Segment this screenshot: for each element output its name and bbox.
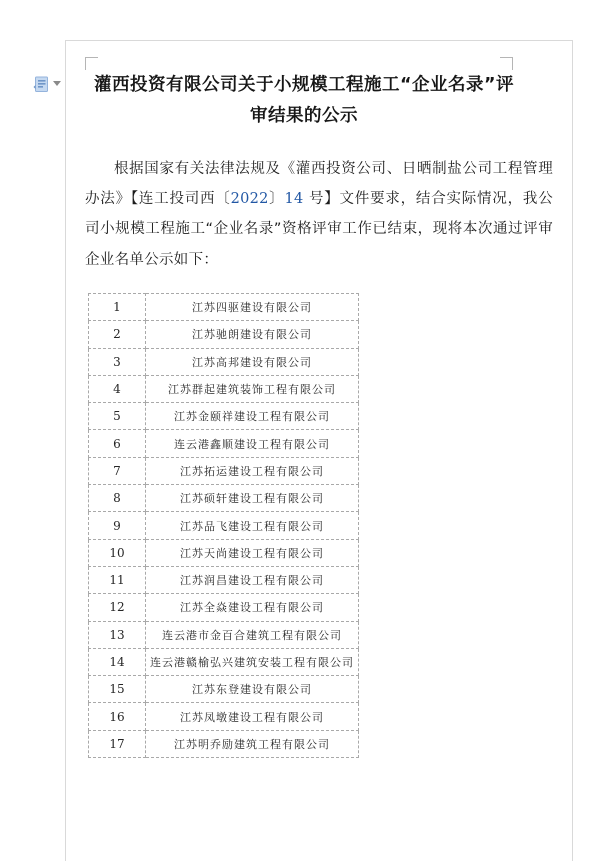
row-number-cell: 5 [89,403,146,430]
table-row [89,485,359,512]
row-number-cell: 14 [89,648,146,675]
row-number-cell: 10 [89,539,146,566]
document-title-line1: 灌西投资有限公司关于小规模工程施工“企业名录”评 [93,75,514,95]
table-row [89,403,359,430]
row-number-cell: 4 [89,375,146,402]
company-name-cell: 江苏四驱建设有限公司 [146,294,359,321]
row-number-cell: 2 [89,321,146,348]
company-name-cell: 江苏硕轩建设工程有限公司 [146,485,359,512]
row-number-cell: 12 [89,594,146,621]
document-title [85,70,523,132]
table-row [89,648,359,675]
table-row [89,730,359,757]
row-number-cell: 3 [89,348,146,375]
company-list-table [88,293,359,758]
chevron-down-icon [53,81,61,86]
table-row [89,294,359,321]
document-icon [33,76,49,93]
company-name-cell: 江苏天尚建设工程有限公司 [146,539,359,566]
company-name-cell: 江苏金颐祥建设工程有限公司 [146,403,359,430]
company-name-cell: 江苏全焱建设工程有限公司 [146,594,359,621]
year-number: 2022 [230,190,269,207]
table-row [89,676,359,703]
row-number-cell: 17 [89,730,146,757]
table-row [89,539,359,566]
row-number-cell: 13 [89,621,146,648]
company-name-cell: 江苏驰朗建设有限公司 [146,321,359,348]
table-row [89,457,359,484]
table-row [89,621,359,648]
paragraph-segment: 根据国家有关法律法规及《灌西投资公司、日晒制盐公司工程管理办法》【连工投司西〔 [85,160,553,207]
row-number-cell: 15 [89,676,146,703]
company-name-cell: 连云港赣榆弘兴建筑安装工程有限公司 [146,648,359,675]
company-name-cell: 连云港市金百合建筑工程有限公司 [146,621,359,648]
body-paragraph [85,154,553,276]
row-number-cell: 8 [89,485,146,512]
company-name-cell: 连云港鑫顺建设工程有限公司 [146,430,359,457]
company-name-cell: 江苏润昌建设工程有限公司 [146,566,359,593]
row-number-cell: 9 [89,512,146,539]
company-name-cell: 江苏凤墩建设工程有限公司 [146,703,359,730]
row-number-cell: 16 [89,703,146,730]
table-row [89,375,359,402]
table-row [89,512,359,539]
table-row [89,430,359,457]
margin-options-button[interactable] [33,76,61,93]
company-name-cell: 江苏东登建设有限公司 [146,676,359,703]
paragraph-segment: 〕 [268,190,285,207]
document-title-line2: 审结果的公示 [250,106,358,126]
company-name-cell: 江苏高邦建设有限公司 [146,348,359,375]
row-number-cell: 7 [89,457,146,484]
paragraph-segment: 号】文件要求，结合实际情况，我公司小规模工程施工“企业名录”资格评审工作已结束，现将本次通过评审企业名单公示如下： [85,190,553,268]
text-boundary-cropmark-topright [500,57,513,70]
row-number-cell: 11 [89,566,146,593]
document-number: 14 [284,190,304,207]
company-name-cell: 江苏群起建筑装饰工程有限公司 [146,375,359,402]
table-row [89,594,359,621]
table-row [89,348,359,375]
text-boundary-cropmark-topleft [85,57,98,70]
company-name-cell: 江苏拓运建设工程有限公司 [146,457,359,484]
row-number-cell: 6 [89,430,146,457]
table-row [89,321,359,348]
company-name-cell: 江苏明乔励建筑工程有限公司 [146,730,359,757]
company-name-cell: 江苏品飞建设工程有限公司 [146,512,359,539]
row-number-cell: 1 [89,294,146,321]
table-row [89,566,359,593]
table-row [89,703,359,730]
